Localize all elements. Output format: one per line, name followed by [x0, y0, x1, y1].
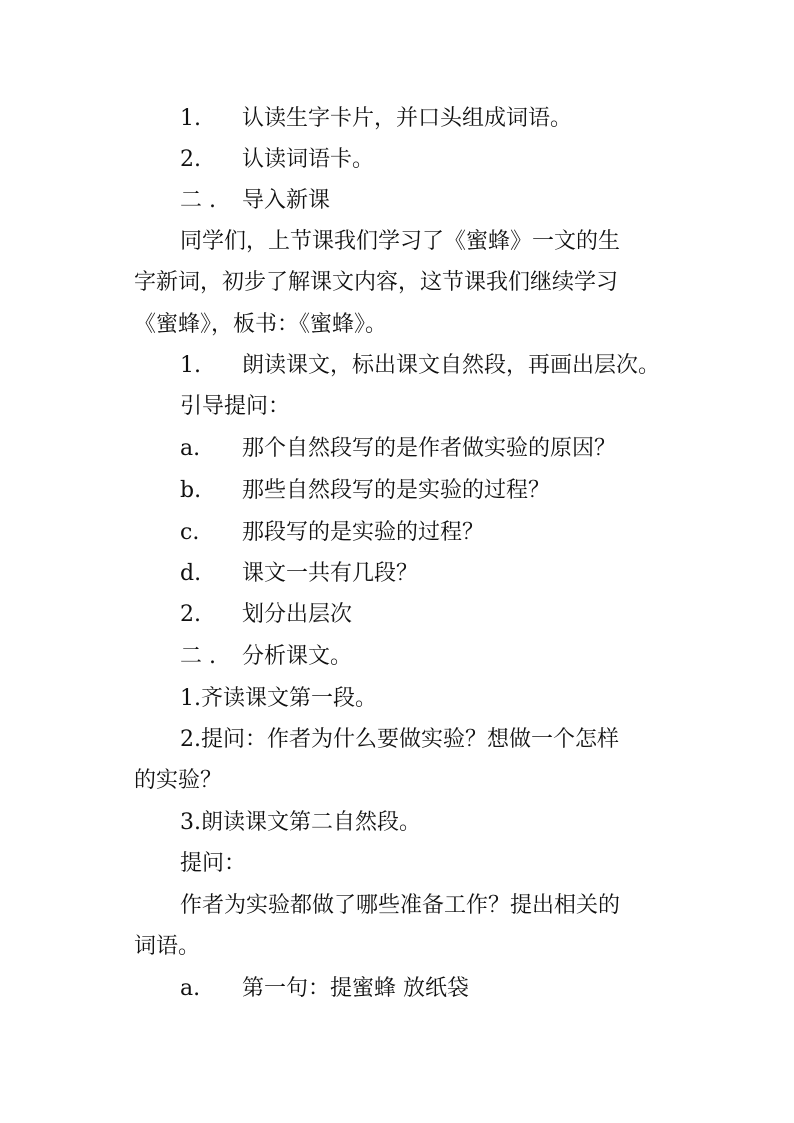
list-letter: b.: [180, 478, 202, 503]
paragraph-line: 的实验？: [134, 768, 223, 793]
list-letter: a.: [180, 436, 201, 461]
list-text: 课文一共有几段？: [242, 561, 419, 586]
list-item: [180, 476, 720, 506]
list-letter: c.: [180, 520, 200, 545]
list-number: 1.: [180, 106, 201, 131]
list-letter: a.: [180, 976, 201, 1001]
paragraph-line: 2.提问：作者为什么要做实验？想做一个怎样: [180, 727, 619, 752]
list-number: 2.: [180, 147, 201, 172]
paragraph-line: 同学们，上节课我们学习了《蜜蜂》一文的生: [180, 229, 621, 254]
list-text: 那些自然段写的是实验的过程？: [242, 478, 551, 503]
paragraph-line: 引导提问：: [180, 394, 291, 419]
list-number: 1.: [180, 353, 201, 378]
list-text: 第一句：提蜜蜂 放纸袋: [242, 976, 469, 1001]
list-item: [180, 434, 720, 464]
list-text: 那个自然段写的是作者做实验的原因？: [242, 436, 617, 461]
paragraph-line: 《蜜蜂》，板书：《蜜蜂》。: [134, 312, 388, 337]
paragraph-line: 字新词，初步了解课文内容，这节课我们继续学习: [134, 270, 619, 295]
list-item: [180, 518, 720, 548]
section-number: 二 .: [180, 188, 216, 213]
list-text: 划分出层次: [242, 602, 353, 627]
list-text: 认读词语卡。: [242, 147, 375, 172]
list-item: [180, 351, 720, 381]
section-title: 分析课文。: [242, 644, 353, 669]
list-text: 朗读课文，标出课文自然段，再画出层次。: [242, 353, 661, 378]
paragraph-line: 1.齐读课文第一段。: [180, 686, 377, 711]
list-item: [180, 974, 720, 1004]
list-item: [180, 104, 720, 134]
paragraph-line: 作者为实验都做了哪些准备工作？提出相关的: [180, 893, 621, 918]
list-text: 认读生字卡片，并口头组成词语。: [242, 106, 573, 131]
list-item: [180, 145, 720, 175]
section-heading: [180, 642, 720, 672]
list-item: [180, 559, 720, 589]
section-heading: [180, 186, 720, 216]
list-item: [180, 600, 720, 630]
list-text: 那段写的是实验的过程？: [242, 520, 485, 545]
section-title: 导入新课: [242, 188, 331, 213]
paragraph-line: 3.朗读课文第二自然段。: [180, 810, 421, 835]
paragraph-line: 词语。: [134, 934, 201, 959]
list-number: 2.: [180, 602, 201, 627]
section-number: 二 .: [180, 644, 216, 669]
paragraph-line: 提问：: [180, 851, 247, 876]
list-letter: d.: [180, 561, 202, 586]
